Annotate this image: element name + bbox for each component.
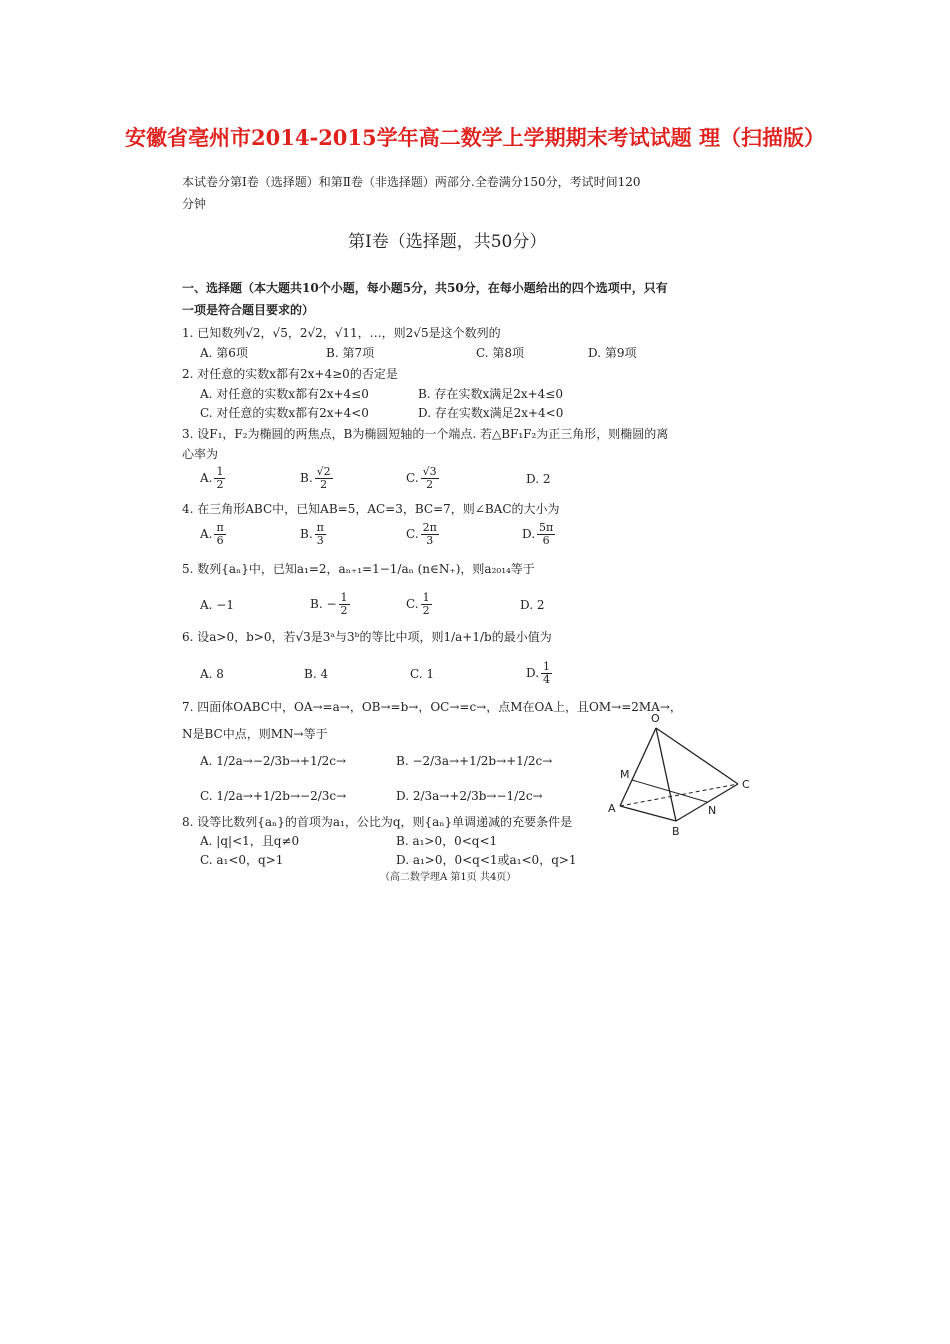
q1-option-d: D. 第9项 xyxy=(588,346,637,360)
q4-stem: 4. 在三角形ABC中，已知AB=5，AC=3，BC=7，则∠BAC的大小为 xyxy=(182,502,560,516)
label-o: O xyxy=(651,712,660,725)
segment-mn xyxy=(632,780,707,802)
label-m: M xyxy=(620,768,630,781)
instructions-line-1: 一、选择题（本大题共10个小题，每小题5分，共50分，在每小题给出的四个选项中，只有 xyxy=(182,281,668,295)
q3-option-b: B. $\frac{√2}{2}$ xyxy=(300,465,331,491)
q1-option-c: C. 第8项 xyxy=(476,346,525,360)
page-footer: （高二数学理A 第1页 共4页） xyxy=(380,872,517,883)
q3-option-c: C. $\frac{√3}{2}$ xyxy=(406,465,437,491)
exam-page xyxy=(170,168,770,883)
label-a: A xyxy=(608,802,616,815)
q5-option-d: D. 2 xyxy=(520,598,545,612)
q3-stem-line-1: 3. 设F₁，F₂为椭圆的两焦点，B为椭圆短轴的一个端点. 若△BF₁F₂为正三角形，则椭圆的离 xyxy=(182,427,669,441)
q7-stem-line-1: 7. 四面体OABC中，OA→=a→，OB→=b→，OC→=c→，点M在OA上，且OM→=2MA→， xyxy=(182,700,682,714)
q8-option-a: A. |q|<1，且q≠0 xyxy=(200,834,300,848)
q6-option-d: D. $\frac{1}{4}$ xyxy=(526,660,551,686)
q4-option-d: D. $\frac{5\pi}{6}$ xyxy=(522,521,554,547)
edge-ab xyxy=(620,806,676,821)
q7-option-a: A. 1/2a→−2/3b→+1/2c→ xyxy=(200,754,347,768)
q5-option-c: C. $\frac{1}{2}$ xyxy=(406,591,430,617)
q2-option-b: B. 存在实数x满足2x+4≤0 xyxy=(418,387,563,401)
label-c: C xyxy=(742,778,750,791)
q1-stem: 1. 已知数列√2，√5，2√2，√11，…，则2√5是这个数列的 xyxy=(182,326,501,340)
edge-oa xyxy=(620,728,656,806)
section-title: 第Ⅰ卷（选择题，共50分） xyxy=(348,232,547,252)
tetrahedron-diagram xyxy=(606,708,766,838)
q8-option-d: D. a₁>0，0<q<1或a₁<0，q>1 xyxy=(396,853,577,867)
q4-option-a: A. $\frac{\pi}{6}$ xyxy=(200,521,224,547)
q2-option-c: C. 对任意的实数x都有2x+4<0 xyxy=(200,406,369,420)
q6-stem: 6. 设a>0，b>0，若√3是3ᵃ与3ᵇ的等比中项，则1/a+1/b的最小值为 xyxy=(182,630,552,644)
intro-line-2: 分钟 xyxy=(182,197,207,211)
document-title: 安徽省亳州市2014-2015学年高二数学上学期期末考试试题 理（扫描版） xyxy=(125,125,825,150)
q3-stem-line-2: 心率为 xyxy=(182,447,219,461)
q6-option-b: B. 4 xyxy=(304,667,329,681)
q3-option-d: D. 2 xyxy=(526,472,551,486)
q5-stem: 5. 数列{aₙ}中，已知a₁=2，aₙ₊₁=1−1/aₙ (n∈N₊)，则a₂₀₁₄等于 xyxy=(182,562,535,576)
q4-option-b: B. $\frac{\pi}{3}$ xyxy=(300,521,324,547)
q2-option-a: A. 对任意的实数x都有2x+4≤0 xyxy=(200,387,369,401)
edge-oc xyxy=(656,728,738,784)
q1-option-b: B. 第7项 xyxy=(326,346,375,360)
q1-option-a: A. 第6项 xyxy=(200,346,248,360)
label-n: N xyxy=(708,804,717,817)
q5-option-b: B. − $\frac{1}{2}$ xyxy=(310,591,348,617)
edge-bc xyxy=(676,784,738,821)
intro-line-1: 本试卷分第Ⅰ卷（选择题）和第Ⅱ卷（非选择题）两部分.全卷满分150分，考试时间120 xyxy=(182,175,641,189)
q7-stem-line-2: N是BC中点，则MN→等于 xyxy=(182,727,328,741)
q3-option-a: A. $\frac{1}{2}$ xyxy=(200,465,224,491)
q7-option-d: D. 2/3a→+2/3b→−1/2c→ xyxy=(396,789,543,803)
q5-option-a: A. −1 xyxy=(200,598,234,612)
q8-option-b: B. a₁>0，0<q<1 xyxy=(396,834,498,848)
q2-stem: 2. 对任意的实数x都有2x+4≥0的否定是 xyxy=(182,367,398,381)
label-b: B xyxy=(672,825,680,838)
q7-option-b: B. −2/3a→+1/2b→+1/2c→ xyxy=(396,754,553,768)
q8-stem: 8. 设等比数列{aₙ}的首项为a₁，公比为q，则{aₙ}单调递减的充要条件是 xyxy=(182,815,573,829)
instructions-line-2: 一项是符合题目要求的） xyxy=(182,303,315,317)
edge-ob xyxy=(656,728,676,821)
q7-option-c: C. 1/2a→+1/2b→−2/3c→ xyxy=(200,789,347,803)
q6-option-c: C. 1 xyxy=(410,667,435,681)
q4-option-c: C. $\frac{2\pi}{3}$ xyxy=(406,521,437,547)
q8-option-c: C. a₁<0，q>1 xyxy=(200,853,284,867)
q2-option-d: D. 存在实数x满足2x+4<0 xyxy=(418,406,564,420)
q6-option-a: A. 8 xyxy=(200,667,224,681)
